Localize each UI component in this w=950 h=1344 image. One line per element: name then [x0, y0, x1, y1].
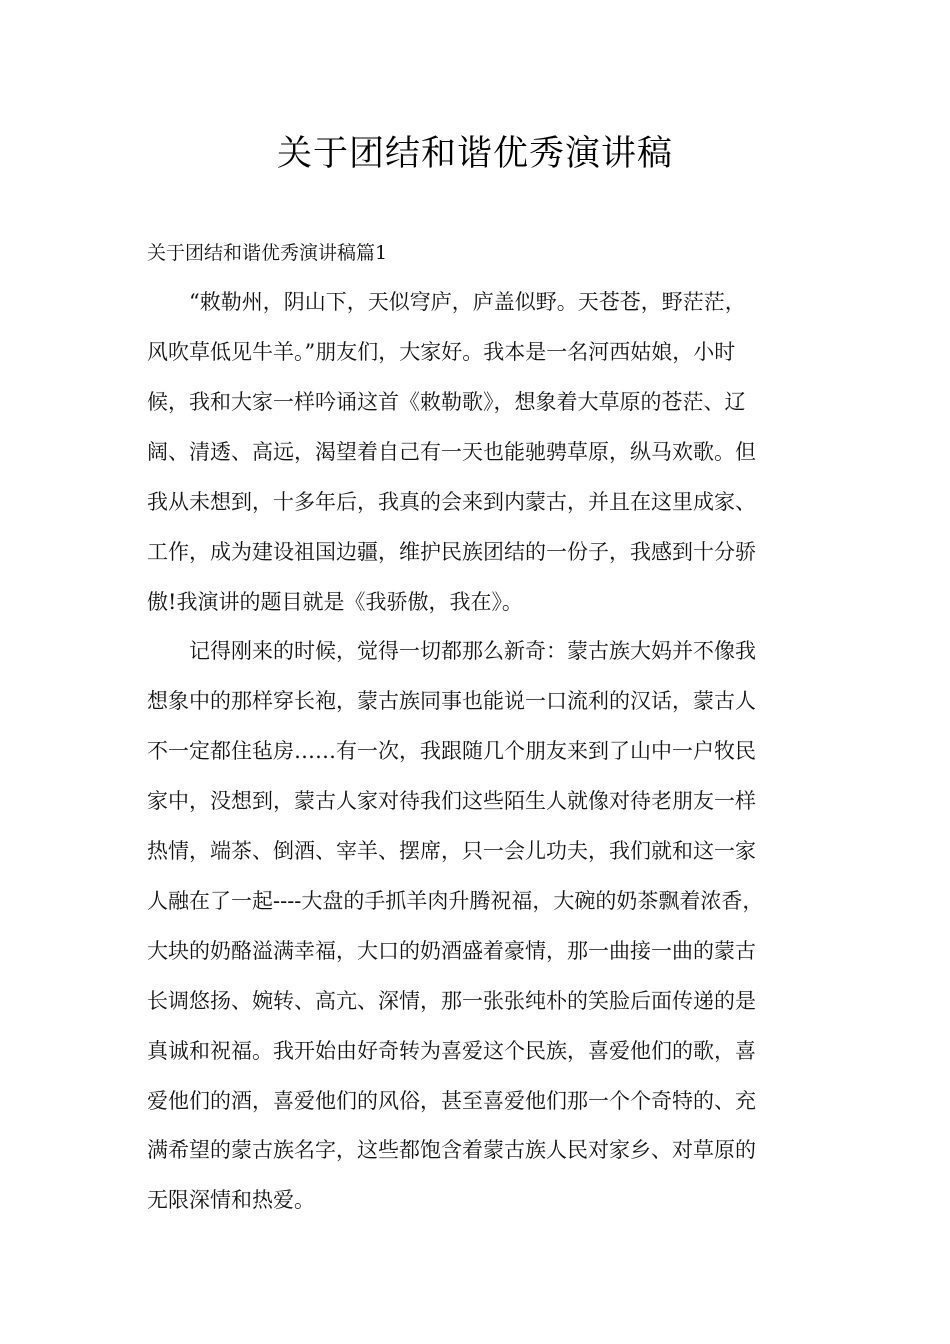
paragraph-1-line: “敕勒州，阴山下，天似穹庐，庐盖似野。天苍苍，野茫茫， [189, 290, 746, 314]
paragraph-2-line: 记得刚来的时候，觉得一切都那么新奇：蒙古族大妈并不像我 [189, 639, 756, 663]
document-title: 关于团结和谐优秀演讲稿 [276, 134, 673, 174]
paragraph-1-line: 工作，成为建设祖国边疆，维护民族团结的一份子，我感到十分骄 [147, 540, 756, 564]
paragraph-2-line: 满希望的蒙古族名字，这些都饱含着蒙古族人民对家乡、对草原的 [147, 1138, 756, 1162]
paragraph-1-line: 阔、清透、高远，渴望着自己有一天也能驰骋草原，纵马欢歌。但 [147, 440, 756, 464]
paragraph-2-line: 热情，端茶、倒酒、宰羊、摆席，只一会儿功夫，我们就和这一家 [147, 839, 756, 863]
paragraph-2-line: 不一定都住毡房……有一次，我跟随几个朋友来到了山中一户牧民 [147, 739, 756, 763]
paragraph-2-line: 家中，没想到，蒙古人家对待我们这些陌生人就像对待老朋友一样 [147, 789, 756, 813]
paragraph-1-line: 我从未想到，十多年后，我真的会来到内蒙古，并且在这里成家、 [147, 490, 756, 514]
paragraph-1-line: 候，我和大家一样吟诵这首《敕勒歌》，想象着大草原的苍茫、辽 [147, 390, 746, 414]
section-heading: 关于团结和谐优秀演讲稿篇1 [147, 242, 388, 264]
paragraph-2-line: 大块的奶酪溢满幸福，大口的奶酒盛着豪情，那一曲接一曲的蒙古 [147, 939, 756, 963]
paragraph-2-line: 人融在了一起----大盘的手抓羊肉升腾祝福，大碗的奶茶飘着浓香， [147, 889, 764, 913]
paragraph-1-line: 风吹草低见牛羊。”朋友们，大家好。我本是一名河西姑娘，小时 [147, 340, 736, 364]
paragraph-2-line: 爱他们的酒，喜爱他们的风俗，甚至喜爱他们那一个个奇特的、充 [147, 1089, 756, 1113]
paragraph-1-line: 傲!我演讲的题目就是《我骄傲，我在》。 [147, 590, 523, 614]
paragraph-2-line: 无限深情和热爱。 [147, 1188, 315, 1212]
paragraph-2-line: 真诚和祝福。我开始由好奇转为喜爱这个民族，喜爱他们的歌，喜 [147, 1039, 756, 1063]
paragraph-2-line: 长调悠扬、婉转、高亢、深情，那一张张纯朴的笑脸后面传递的是 [147, 989, 756, 1013]
paragraph-2-line: 想象中的那样穿长袍，蒙古族同事也能说一口流利的汉话，蒙古人 [147, 689, 756, 713]
